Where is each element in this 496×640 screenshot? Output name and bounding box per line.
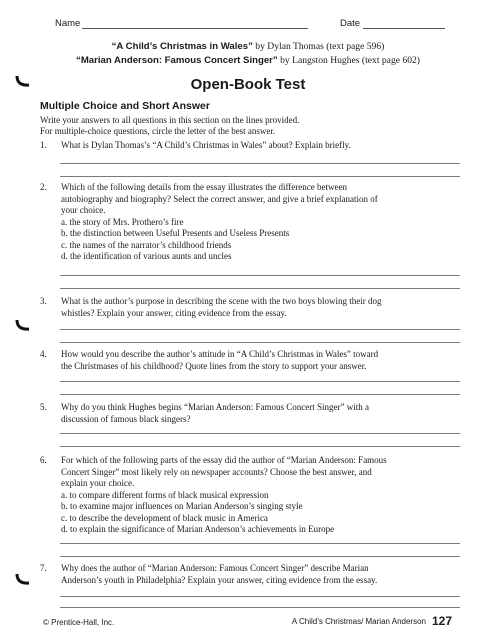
choice-b[interactable]: b. the distinction between Useful Presents and Useless Presents [61,228,290,238]
answer-line[interactable] [60,275,460,276]
story-2-citation [0,55,496,66]
choice-b[interactable]: b. to examine major influences on Marian Anderson’s singing style [61,501,303,511]
question-text: explain your choice. [61,478,135,488]
question-text: Concert Singer” most likely rely on newspaper accounts? Choose the best answer, and [61,466,372,477]
name-label: Name [55,18,81,29]
question-text: What is the author’s purpose in describing the scene with the two boys blowing their dog [61,296,382,306]
story-1-title: “A Child’s Christmas in Wales” [111,41,253,52]
question-text: Which of the following details from the essay illustrates the difference between [61,182,347,192]
question-text: How would you describe the author’s attitude in “A Child’s Christmas in Wales” toward [61,349,379,359]
instruction-line-1: Write your answers to all questions in this section on the lines provided. [40,115,300,125]
question-text: What is Dylan Thomas’s “A Child’s Christmas in Wales” about? Explain briefly. [61,140,351,150]
answer-line[interactable] [60,342,460,343]
question-text: the Christmases of his childhood? Quote lines from the story to support your answer. [61,360,367,371]
question-number: 5. [40,402,47,412]
question-number: 2. [40,182,47,192]
choice-a[interactable]: a. the story of Mrs. Prothero’s fire [61,216,184,227]
copyright: © Prentice-Hall, Inc. [43,618,115,627]
question-1 [40,140,460,152]
question-number: 1. [40,140,47,150]
choice-c[interactable]: c. to describe the development of black music in America [61,512,268,523]
answer-line[interactable] [60,556,460,557]
binder-hook-icon [14,572,32,588]
story-2-byline: by Langston Hughes (text page 602) [277,55,420,66]
question-4 [40,349,460,372]
choice-c[interactable]: c. the names of the narrator’s childhood friends [61,239,232,250]
question-6 [40,455,460,536]
story-1-citation [0,41,496,52]
binder-hook-icon [14,318,32,334]
question-3 [40,296,460,319]
choice-d[interactable]: d. to explain the significance of Marian Anderson’s achievements in Europe [61,524,335,534]
question-number: 6. [40,455,47,465]
answer-line[interactable] [60,288,460,289]
question-number: 7. [40,563,47,573]
page-title: Open-Book Test [190,76,306,93]
answer-line[interactable] [60,329,460,330]
answer-line[interactable] [60,381,460,382]
date-label: Date [340,18,361,29]
question-text: Anderson’s youth in Philadelphia? Explain your answer, citing evidence from the essay. [61,574,378,585]
binder-hook-icon [14,74,32,90]
answer-line[interactable] [60,543,460,544]
instruction-line-2: For multiple-choice questions, circle the letter of the best answer. [40,126,276,136]
question-number: 3. [40,296,47,306]
section-heading: Multiple Choice and Short Answer [40,100,210,112]
question-text: For which of the following parts of the essay did the author of “Marian Anderson: Famous [61,455,387,465]
question-2 [40,182,460,263]
question-text: autobiography and biography? Select the correct answer, and give a brief explanation of [61,193,378,204]
question-text: Why do you think Hughes begins “Marian Anderson: Famous Concert Singer” with a [61,402,369,412]
answer-line[interactable] [60,176,460,177]
answer-line[interactable] [60,446,460,447]
question-7 [40,563,460,586]
choice-a[interactable]: a. to compare different forms of black musical expression [61,489,269,500]
name-line[interactable] [82,28,308,29]
story-2-title: “Marian Anderson: Famous Concert Singer” [76,55,278,66]
question-text: discussion of famous black singers? [61,413,191,424]
question-text: whistles? Explain your answer, citing evidence from the essay. [61,307,287,318]
question-number: 4. [40,349,47,359]
story-1-byline: by Dylan Thomas (text page 596) [252,41,385,52]
answer-line[interactable] [60,394,460,395]
answer-line[interactable] [60,433,460,434]
running-title: A Child’s Christmas/ Marian Anderson [291,617,426,626]
question-5 [40,402,460,425]
answer-line[interactable] [60,607,460,608]
page-number: 127 [432,614,453,628]
choice-d[interactable]: d. the identification of various aunts and uncles [61,251,232,261]
answer-line[interactable] [60,596,460,597]
answer-line[interactable] [60,163,460,164]
question-text: your choice. [61,205,106,215]
question-text: Why does the author of “Marian Anderson: Famous Concert Singer” describe Marian [61,563,369,573]
date-line[interactable] [363,28,445,29]
